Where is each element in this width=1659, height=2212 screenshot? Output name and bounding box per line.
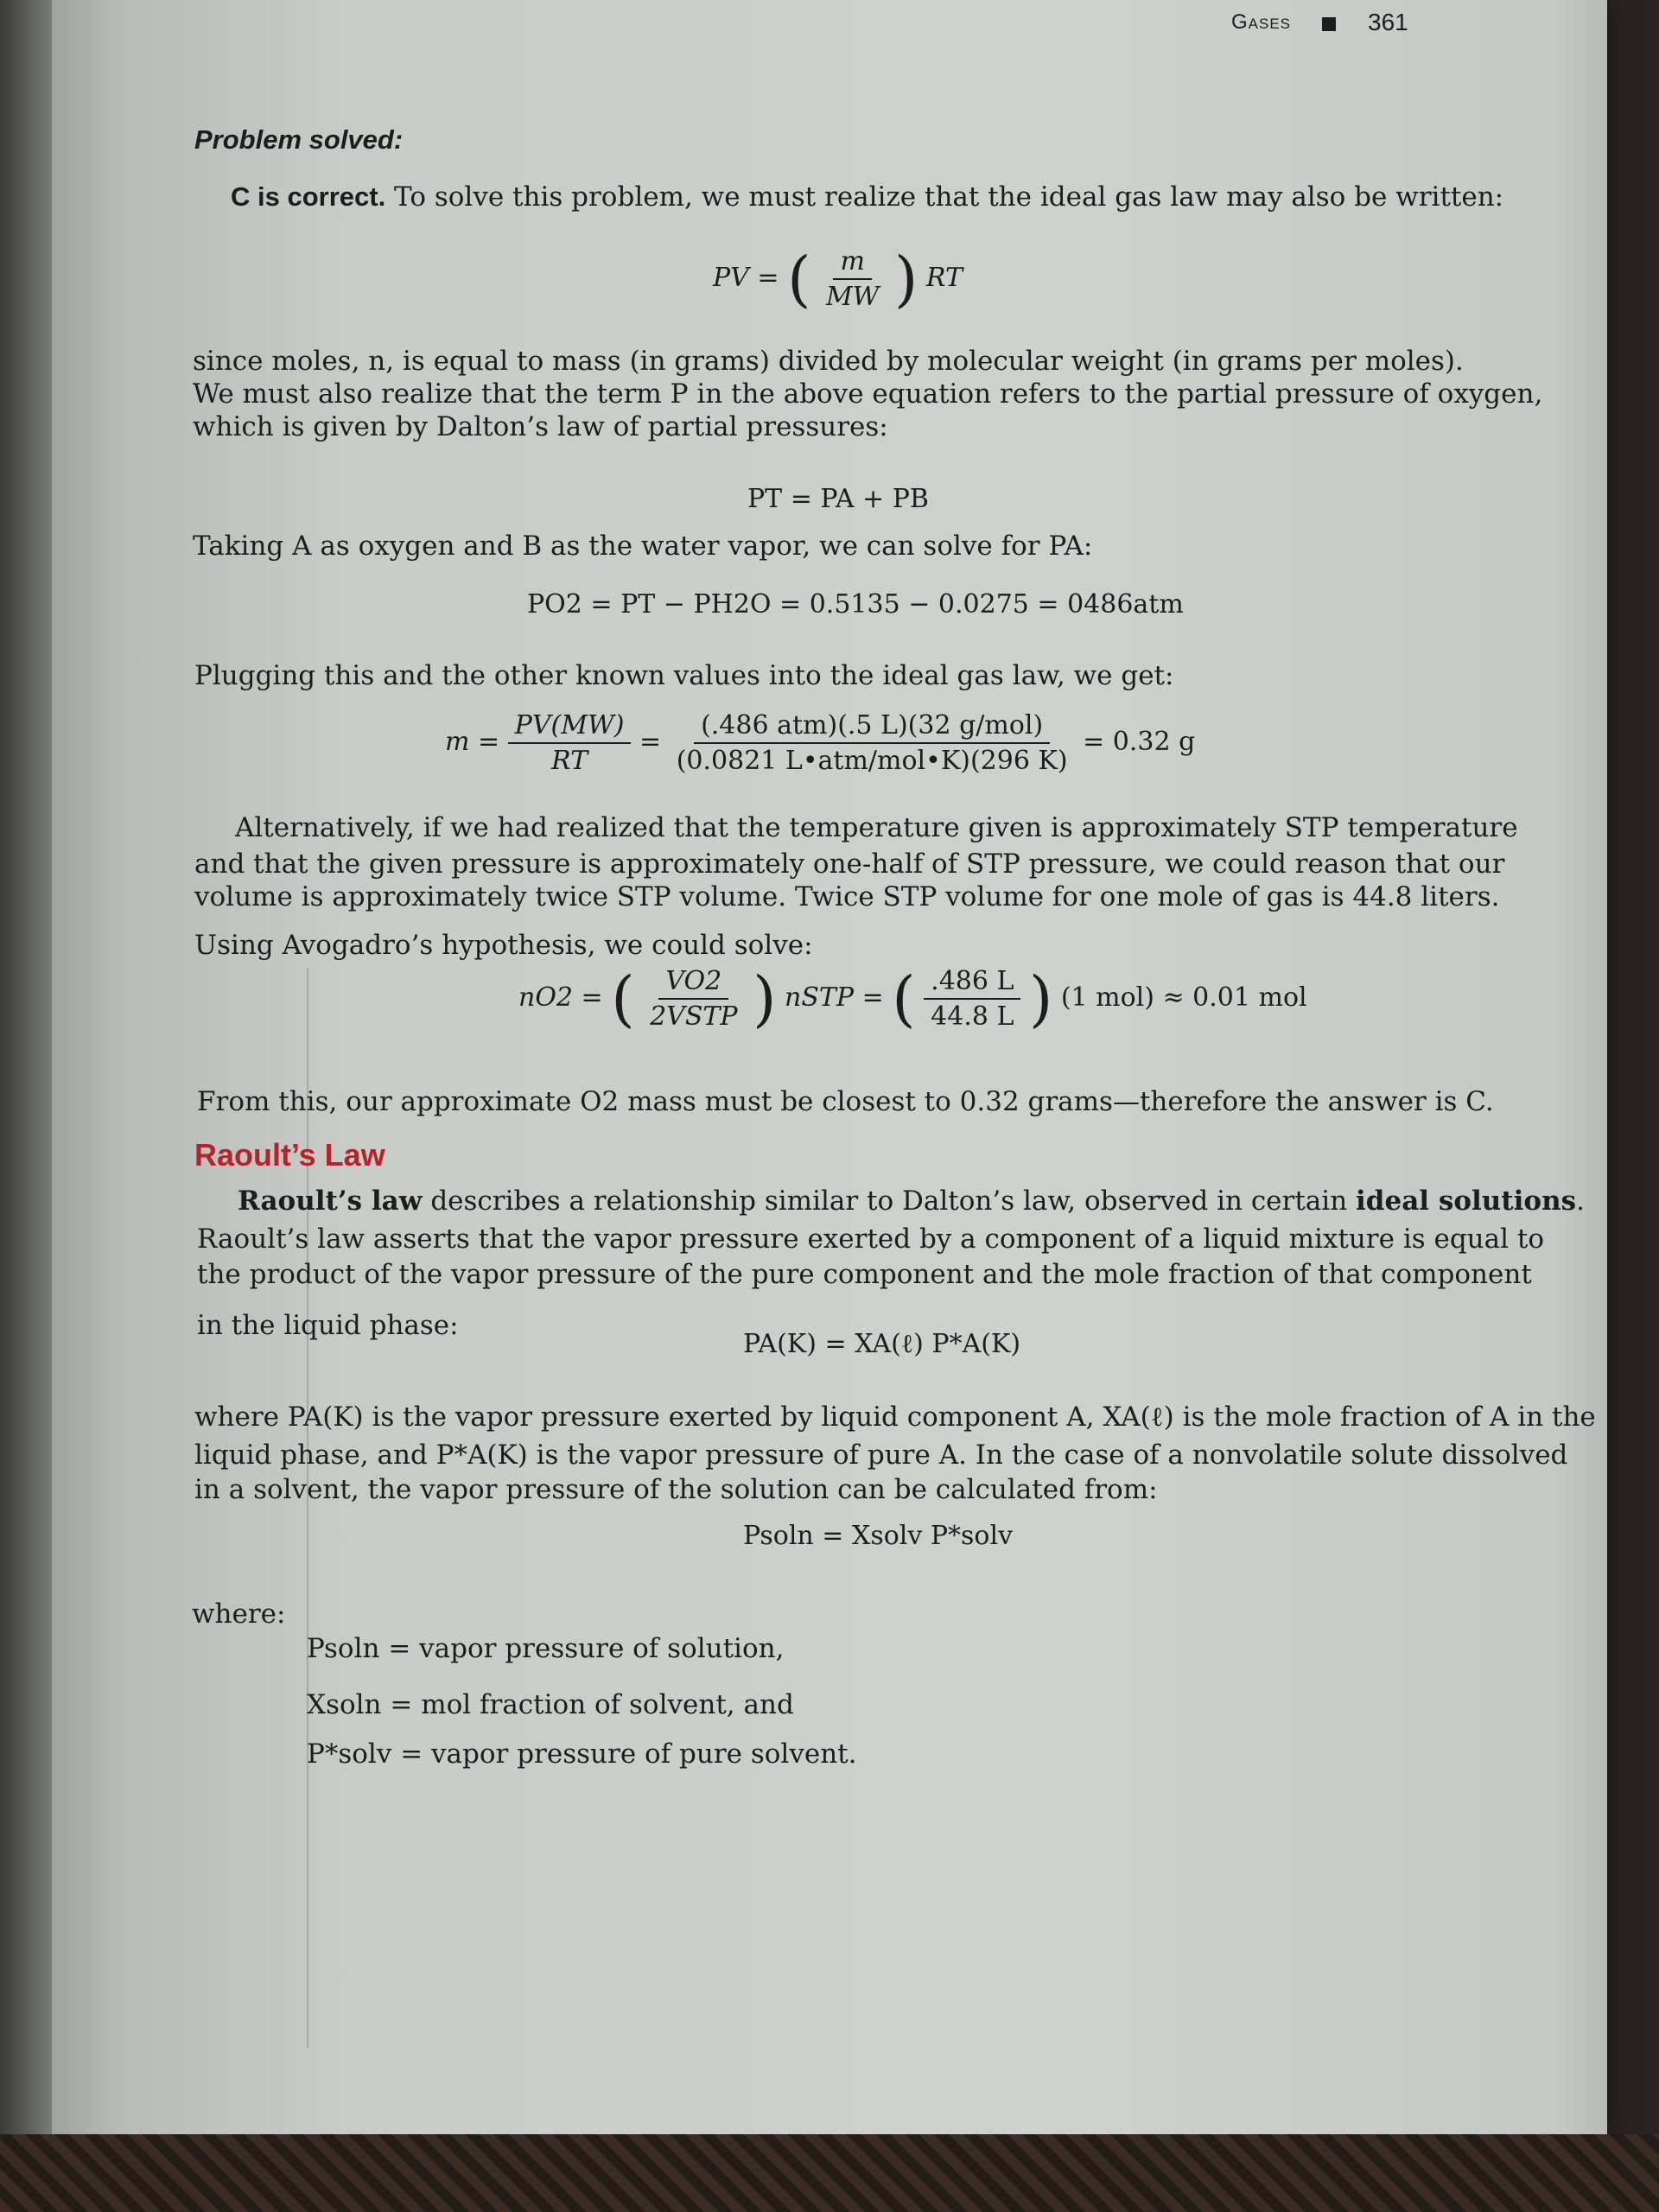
eq4-fraction1 (508, 710, 632, 776)
para2-line1: since moles, n, is equal to mass (in grams) divided by molecular weight (in grams per moles). (193, 346, 1464, 377)
raoult-para2-line2: liquid phase, and P*A(K) is the vapor pressure of pure A. In the case of a nonvolatile solute dissolved (194, 1440, 1568, 1471)
intro-bold: C is correct. (231, 181, 386, 212)
problem-heading: Problem solved: (194, 124, 404, 155)
definition-psolv: P*solv = vapor pressure of pure solvent. (307, 1738, 857, 1770)
raoult-para1-line3: the product of the vapor pressure of the pure component and the mole fraction of that component (197, 1259, 1532, 1290)
para3: Taking A as oxygen and B as the water vapor, we can solve for PA: (193, 531, 1093, 562)
raoult-para1-line2: Raoult’s law asserts that the vapor pressure exerted by a component of a liquid mixture is equal to (197, 1224, 1545, 1255)
eq1-denominator: MW (825, 282, 880, 312)
page-tear (307, 968, 321, 2048)
raoult-para2-line1: where PA(K) is the vapor pressure exerted by liquid component A, XA(ℓ) is the mole fraction of A in the (194, 1402, 1596, 1433)
eq5-paren-close1: ) (753, 963, 777, 1034)
eq4-result: = 0.32 g (1083, 727, 1196, 757)
equation-avogadro (518, 963, 1307, 1034)
eq5-fraction2 (924, 966, 1020, 1032)
para5-line3: volume is approximately twice STP volume. Twice STP volume for one mole of gas is 44.8 liters. (194, 881, 1500, 912)
eq1-left: PV = (713, 263, 779, 293)
problem-intro (231, 180, 1503, 214)
equation-partial-pressure: PO2 = PT − PH2O = 0.5135 − 0.0275 = 0486atm (527, 589, 1184, 620)
header-square-icon (1322, 17, 1336, 31)
equation-ideal-gas-mass (713, 244, 963, 315)
raoult-para1-a: describes a relationship similar to Dalton’s law, observed in certain (422, 1185, 1357, 1217)
intro-text: To solve this problem, we must realize that the ideal gas law may also be written: (385, 181, 1504, 213)
where-label: where: (192, 1599, 286, 1630)
para5-line2: and that the given pressure is approximately one-half of STP pressure, we could reason that our (194, 849, 1505, 880)
para6: From this, our approximate O2 mass must be closest to 0.32 grams—therefore the answer is C. (197, 1086, 1494, 1117)
running-head: Gases (1231, 10, 1292, 34)
eq5-denominator1: 2VSTP (650, 1001, 738, 1032)
eq5-denominator2: 44.8 L (931, 1001, 1014, 1032)
section-heading-raoult: Raoult’s Law (194, 1137, 385, 1173)
raoult-para1-line4: in the liquid phase: (197, 1310, 459, 1341)
eq4-numerator1: PV(MW) (508, 710, 632, 744)
eq5-left: nO2 = (518, 982, 603, 1013)
eq5-paren-open1: ( (611, 963, 635, 1034)
eq4-equals: = (639, 727, 670, 757)
eq5-right: (1 mol) ≈ 0.01 mol (1060, 982, 1307, 1013)
equation-mass-calc (445, 710, 1195, 776)
eq4-denominator1: RT (551, 746, 588, 776)
page-binding (0, 0, 52, 2134)
raoult-para1-line1 (238, 1184, 1585, 1218)
eq1-numerator: m (833, 246, 871, 280)
paren-open: ( (787, 244, 811, 315)
eq4-denominator2: (0.0821 L•atm/mol•K)(296 K) (676, 746, 1068, 776)
eq5-fraction1 (643, 966, 745, 1032)
page-number: 361 (1368, 9, 1408, 35)
para2-line2: We must also realize that the term P in the above equation refers to the partial pressure of oxygen, (193, 378, 1543, 410)
eq5-paren-close2: ) (1028, 963, 1053, 1034)
eq5-numerator1: VO2 (658, 966, 728, 1000)
eq1-fraction (819, 246, 887, 312)
equation-raoult: PA(K) = XA(ℓ) P*A(K) (743, 1329, 1021, 1359)
raoult-para1-b: . (1576, 1185, 1585, 1217)
para2-line3: which is given by Dalton’s law of partial pressures: (193, 411, 888, 442)
paren-close: ) (894, 244, 918, 315)
eq5-mid: nSTP = (785, 982, 884, 1013)
raoult-bold-term: Raoult’s law (238, 1185, 423, 1217)
para4: Plugging this and the other known values into the ideal gas law, we get: (194, 660, 1174, 691)
equation-dalton: PT = PA + PB (747, 484, 929, 514)
definition-psoln: Psoln = vapor pressure of solution, (307, 1633, 785, 1664)
para5-line4: Using Avogadro’s hypothesis, we could solve: (194, 930, 813, 961)
eq1-right: RT (925, 263, 963, 293)
floor-background (0, 2134, 1659, 2212)
para5-line1: Alternatively, if we had realized that the temperature given is approximately STP temperature (235, 812, 1518, 843)
eq4-numerator2: (.486 atm)(.5 L)(32 g/mol) (694, 710, 1050, 744)
definition-xsoln: Xsoln = mol fraction of solvent, and (307, 1689, 794, 1720)
raoult-para2-line3: in a solvent, the vapor pressure of the solution can be calculated from: (194, 1474, 1158, 1505)
eq5-paren-open2: ( (892, 963, 916, 1034)
eq4-fraction2 (670, 710, 1075, 776)
raoult-bold-term2: ideal solutions (1356, 1185, 1577, 1217)
eq5-numerator2: .486 L (924, 966, 1020, 1000)
eq4-m: m = (445, 727, 500, 757)
equation-solution-vapor: Psoln = Xsolv P*solv (743, 1521, 1014, 1551)
